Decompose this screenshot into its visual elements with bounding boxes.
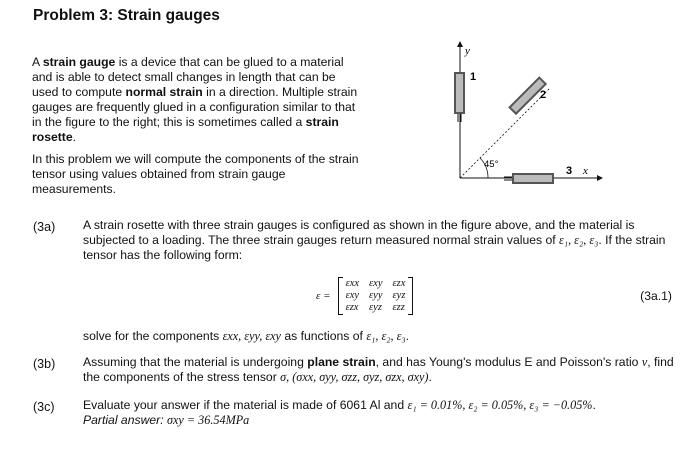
- partial-answer-value: σxy = 36.54MPa: [167, 413, 250, 427]
- matrix-cell: εyz: [392, 290, 406, 301]
- matrix-cell: εxx: [345, 278, 360, 289]
- part-3c-label: (3c): [33, 400, 55, 414]
- strain-matrix: [341, 278, 411, 314]
- part-3a-solve-text: solve for the components εxx, εyy, εxy as functions of ε₁, ε₂, ε₃.: [83, 329, 410, 343]
- strain-tensor-equation: [316, 277, 413, 315]
- part-3a-text: A strain rosette with three strain gauges is configured as shown in the figure above, and the material is subjected to a loading. The three strain gauges return measured normal strain values of ε₁, ε₂, ε₃. If the strain tensor has the following form:: [83, 218, 666, 262]
- diagonal-guide: [460, 88, 550, 178]
- matrix-cell: εzx: [392, 278, 406, 289]
- part-3b-text: Assuming that the material is undergoing plane strain, and has Young's modulus E and Poisson's ratio ν, find the components of the stress tensor σ, (σxx, σyy, σzz, σyz, σzx, σxy).: [83, 355, 674, 384]
- matrix-cell: εzz: [392, 302, 405, 313]
- matrix-cell: εyz: [369, 302, 382, 313]
- matrix-cell: εxy: [345, 290, 360, 301]
- equation-number: (3a.1): [640, 289, 672, 303]
- intro-paragraph-1: A strain gauge is a device that can be glued to a material and is able to detect small changes in length that can be used to compute normal strain in a direction. Multiple strain gauges are frequently glued in a configuration similar to that in the figure to the right; this is sometimes called a strain rosette.: [32, 55, 358, 144]
- problem-title: Problem 3: Strain gauges: [33, 7, 220, 24]
- part-3b-label: (3b): [33, 357, 56, 371]
- gauge-1-label: 1: [470, 71, 477, 83]
- part-3a-label: (3a): [33, 220, 56, 234]
- strain-rosette-figure: [440, 36, 610, 196]
- angle-label: 45°: [484, 159, 499, 170]
- x-axis-label: x: [583, 165, 588, 177]
- y-axis-label: y: [465, 45, 470, 57]
- partial-answer-label: Partial answer:: [83, 413, 167, 427]
- matrix-cell: εzx: [345, 302, 359, 313]
- intro-text: [32, 55, 362, 204]
- equation-lhs: ε =: [316, 290, 331, 302]
- part-3c-text: Evaluate your answer if the material is made of 6061 Al and ε₁ = 0.01%, ε₂ = 0.05%, ε₃ = −0.05%. Partial answer: σxy = 36.54MPa: [83, 398, 596, 427]
- gauge-2-label: 2: [540, 89, 547, 101]
- intro-paragraph-2: In this problem we will compute the components of the strain tensor using values obtained from strain gauge measurements.: [32, 152, 359, 196]
- matrix-cell: εyy: [369, 290, 383, 301]
- gauge-3-label: 3: [566, 165, 573, 177]
- matrix-cell: εxy: [369, 278, 383, 289]
